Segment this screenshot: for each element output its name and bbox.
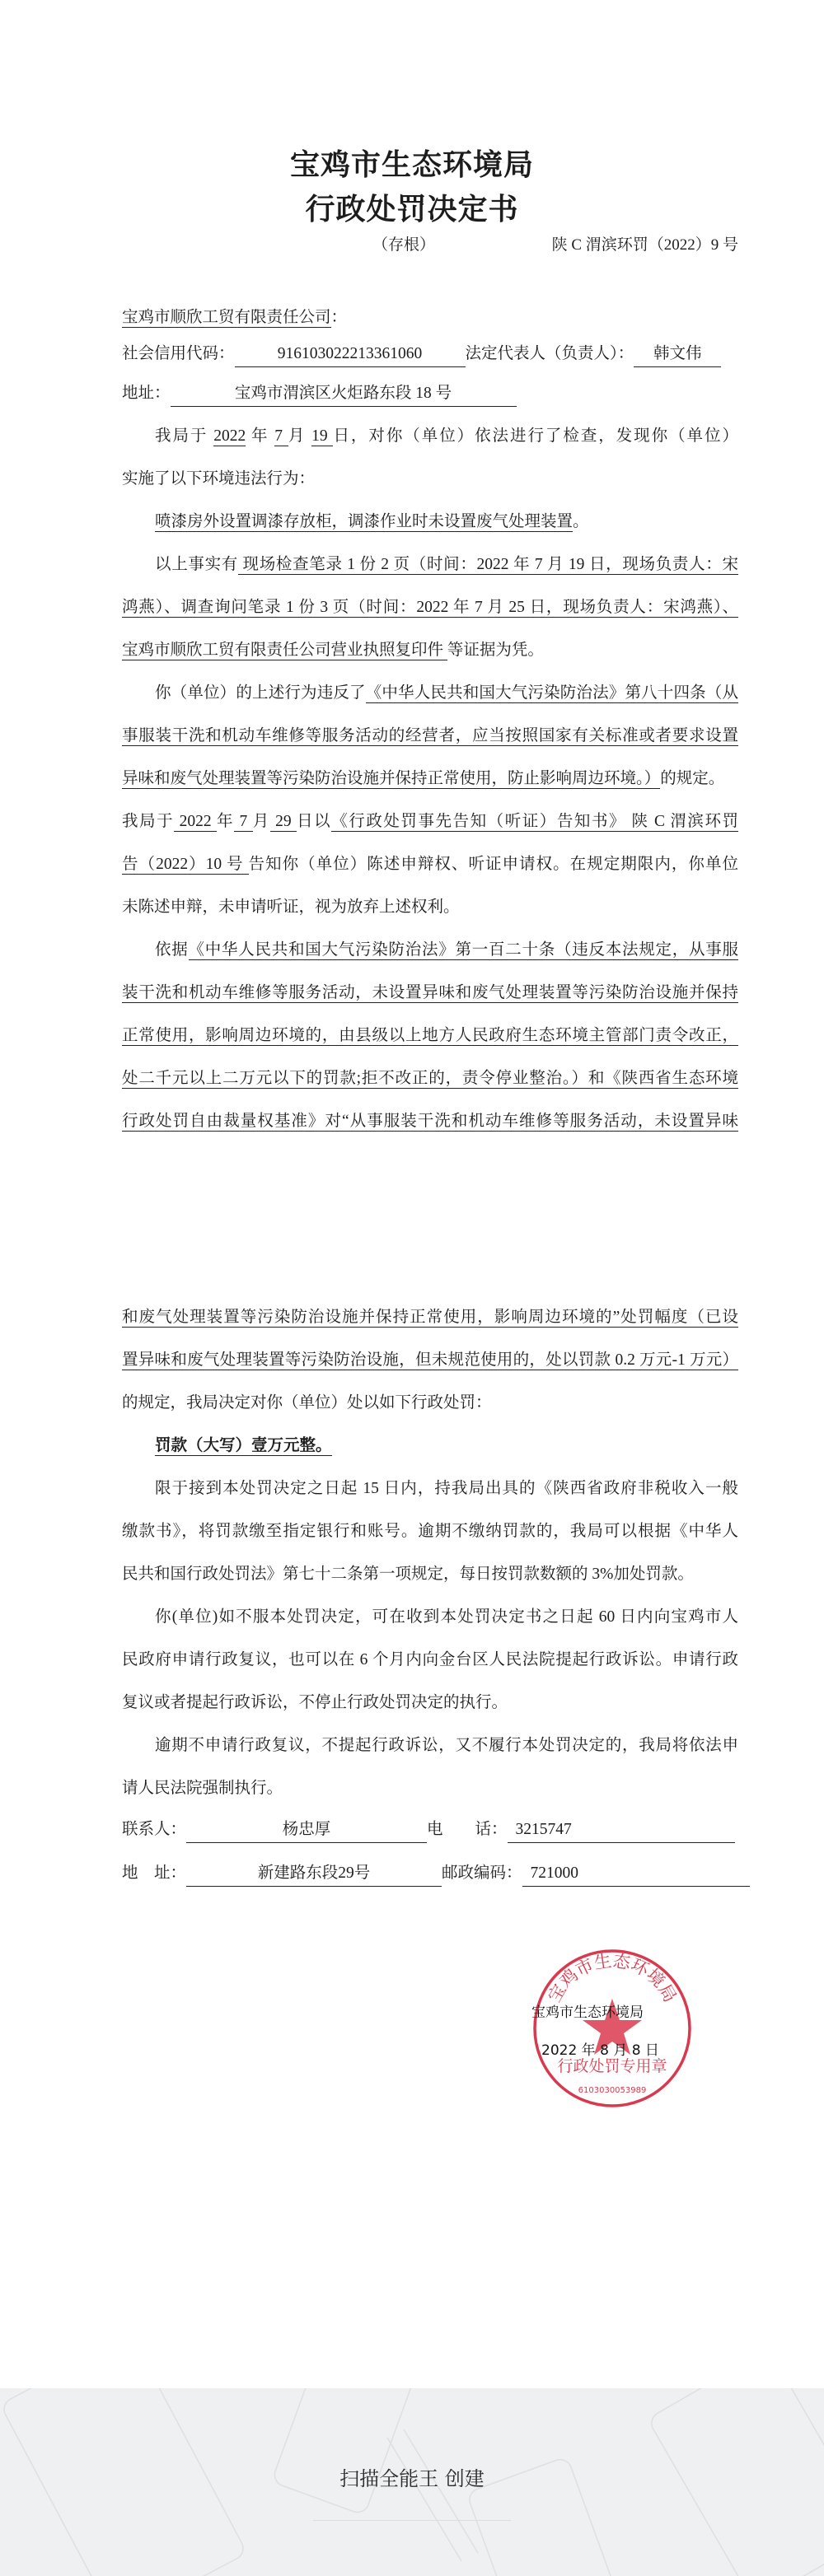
- text-line: [122, 1767, 738, 1810]
- text-segment: 。: [573, 513, 589, 530]
- text-line: [122, 1596, 738, 1639]
- seal-graphic: [531, 1948, 693, 2109]
- contact-person-value: 杨忠厚: [186, 1818, 427, 1843]
- watermark-text: 扫描全能王 创建: [339, 2467, 485, 2490]
- contact-address-label: 地 址：: [122, 1864, 187, 1882]
- underlined-text: 宝鸡市顺欣工贸有限责任公司营业执照复印件: [122, 642, 447, 659]
- underlined-text: 7: [274, 427, 288, 445]
- underlined-text: 装干洗和机动车维修等服务活动，未设置异味和废气处理装置等污染防治设施并保持: [122, 984, 738, 1001]
- text-line: [122, 1425, 738, 1468]
- text-segment: 民政府申请行政复议，也可以在 6 个月内向金台区人民法院提起行政诉讼。申请行政: [122, 1651, 738, 1668]
- underlined-text: 29: [269, 813, 297, 830]
- text-line: [122, 972, 738, 1015]
- text-segment: 月: [252, 813, 270, 830]
- recipient-company: 宝鸡市顺欣工贸有限责任公司: [122, 309, 331, 326]
- text-segment: 以上事实有: [155, 556, 238, 573]
- address-label: 地址：: [122, 385, 171, 402]
- text-segment: 你(单位)如不服本处罚决定，可在收到本处罚决定书之日起 60 日内向宝鸡市人: [155, 1608, 738, 1626]
- text-segment: 我局于: [122, 813, 175, 830]
- legal-rep-label: 法定代表人（负责人）：: [465, 345, 634, 362]
- seal-issuer-text: 宝鸡市生态环境局: [531, 2004, 644, 2021]
- text-line: [122, 544, 738, 586]
- postcode-label: 邮政编码：: [442, 1864, 522, 1882]
- text-segment: 复议或者提起行政诉讼，不停止行政处罚决定的执行。: [122, 1694, 508, 1711]
- seal-date: 2022 年 8 月 8 日: [541, 2042, 659, 2059]
- page2-body: [122, 1296, 738, 1810]
- text-segment: 依据: [155, 941, 189, 959]
- text-segment: 年: [217, 813, 235, 830]
- text-line: [122, 843, 738, 886]
- text-segment: 民共和国行政处罚法》第七十二条第一项规定，每日按罚款数额的 3%加处罚款。: [122, 1566, 694, 1583]
- underlined-text: 异味和废气处理装置等污染防治设施并保持正常使用，防止影响周边环境。）: [122, 770, 661, 787]
- credit-code-value: 916103022213361060: [235, 342, 466, 367]
- underlined-text: 处二千元以上二万元以下的罚款;拒不改正的，责令停业整治。）和《陕西省生态环境: [122, 1070, 738, 1087]
- text-line: [122, 501, 738, 544]
- underlined-text: 《中华人民共和国大气污染防治法》第一百二十条（违反本法规定，从事服: [188, 941, 738, 959]
- underlined-text: 告（2022）10 号: [122, 856, 249, 873]
- legal-rep-value: 韩文伟: [634, 342, 721, 367]
- contact-address-line: [122, 1852, 750, 1895]
- underlined-text: 鸿燕）、调查询问笔录 1 份 3 页（时间：2022 年 7 月 25 日，现场负责人：宋鸿燕）、: [122, 599, 738, 616]
- text-line: [122, 1100, 738, 1143]
- underlined-text: 事服装干洗和机动车维修等服务活动的经营者，应当按照国家有关标准或者要求设置: [122, 727, 738, 744]
- watermark-divider: [313, 2520, 511, 2521]
- text-line: [122, 715, 738, 758]
- text-line: [122, 415, 738, 458]
- official-seal: [531, 1948, 693, 2109]
- text-segment: 你（单位）的上述行为违反了: [155, 684, 366, 702]
- text-segment: 等证据为凭。: [447, 642, 544, 659]
- underlined-text: 《行政处罚事先告知（听证）告知书》 陕 C 渭滨环罚: [331, 813, 739, 830]
- text-segment: 实施了以下环境违法行为：: [122, 470, 316, 488]
- text-segment: 的规定，我局决定对你（单位）处以如下行政处罚：: [122, 1394, 492, 1412]
- underlined-text: 置异味和废气处理装置等污染防治设施，但未规范使用的，处以罚款 0.2 万元-1 万元）: [122, 1351, 738, 1369]
- text-line: [122, 629, 738, 672]
- text-segment: 月: [288, 427, 312, 445]
- seal-purpose: 行政处罚专用章: [557, 2057, 667, 2075]
- text-line: [122, 1382, 738, 1425]
- text-segment: 限于接到本处罚决定之日起 15 日内，持我局出具的《陕西省政府非税收入一般: [155, 1480, 738, 1497]
- text-line: [122, 1510, 738, 1553]
- underlined-text: 《中华人民共和国大气污染防治法》第八十四条（从: [365, 684, 738, 702]
- underlined-text: 现场检查笔录 1 份 2 页（时间：2022 年 7 月 19 日，现场负责人：宋: [237, 556, 738, 573]
- text-line: [122, 1682, 738, 1724]
- text-line: [122, 800, 738, 843]
- document-title-type: 行政处罚决定书: [305, 193, 519, 226]
- scanner-watermark-footer: [0, 2388, 824, 2576]
- text-line: [122, 886, 738, 929]
- underlined-text: 喷漆房外设置调漆存放柜，调漆作业时未设置废气处理装置: [155, 513, 574, 530]
- document-title-agency: 宝鸡市生态环境局: [289, 148, 534, 181]
- underlined-text: 19: [311, 427, 334, 445]
- text-line: [122, 672, 738, 715]
- address-value: 宝鸡市渭滨区火炬路东段 18 号: [171, 381, 517, 407]
- contact-address-value: 新建路东段29号: [186, 1861, 442, 1887]
- text-segment: 未陈述申辩，未申请听证，视为放弃上述权利。: [122, 898, 460, 916]
- text-line: [122, 1296, 738, 1339]
- text-segment: 告知你（单位）陈述申辩权、听证申请权。在规定期限内，你单位: [248, 856, 738, 873]
- underlined-text: 7: [234, 813, 253, 830]
- text-line: [122, 929, 738, 972]
- text-segment: 请人民法院强制执行。: [122, 1780, 283, 1797]
- phone-label: 电 话：: [427, 1821, 508, 1838]
- underlined-text: 2022: [213, 427, 246, 445]
- text-line: [122, 458, 738, 501]
- text-segment: 缴款书》，将罚款缴至指定银行和账号。逾期不缴纳罚款的，我局可以根据《中华人: [122, 1523, 738, 1540]
- page1-body: [122, 415, 738, 1143]
- text-segment: 日以: [297, 813, 332, 830]
- seal-serial: 6103030053989: [578, 2086, 647, 2095]
- underlined-text: 罚款（大写）壹万元整。: [155, 1437, 332, 1454]
- text-segment: 日，对你（单位）依法进行了检查，发现你（单位）: [333, 427, 738, 445]
- text-line: [122, 1639, 738, 1682]
- text-line: [122, 1553, 738, 1596]
- contact-person-label: 联系人：: [122, 1821, 187, 1838]
- seal-arc-text: 宝鸡市生态环境局: [544, 1950, 681, 2006]
- credit-code-label: 社会信用代码：: [122, 345, 235, 362]
- text-line: [122, 1468, 738, 1510]
- credit-code-line: [122, 333, 721, 376]
- underlined-text: 行政处罚自由裁量权基准》对“从事服装干洗和机动车维修等服务活动，未设置异味: [122, 1113, 738, 1130]
- document-number: 陕 C 渭滨环罚（2022）9 号: [551, 236, 738, 254]
- text-line: [122, 1057, 738, 1100]
- text-segment: 的规定。: [660, 770, 725, 787]
- phone-value: 3215747: [508, 1818, 735, 1843]
- text-line: [122, 758, 738, 800]
- address-line: [122, 372, 517, 415]
- text-line: [122, 1724, 738, 1767]
- postcode-value: 721000: [522, 1861, 750, 1887]
- underlined-text: 2022: [174, 813, 218, 830]
- underlined-text: 正常使用，影响周边环境的，由县级以上地方人民政府生态环境主管部门责令改正，: [122, 1027, 738, 1044]
- underlined-text: 和废气处理装置等污染防治设施并保持正常使用，影响周边环境的”处罚幅度（已设: [122, 1309, 738, 1326]
- text-line: [122, 1339, 738, 1382]
- text-line: [122, 1015, 738, 1057]
- text-line: [122, 586, 738, 629]
- text-segment: 年: [246, 427, 275, 445]
- copy-type: （存根）: [372, 236, 436, 254]
- contact-person-line: [122, 1808, 735, 1851]
- text-segment: 我局于: [155, 427, 214, 445]
- text-segment: 逾期不申请行政复议，不提起行政诉讼，又不履行本处罚决定的，我局将依法申: [155, 1737, 738, 1754]
- recipient-suffix: ：: [330, 309, 348, 326]
